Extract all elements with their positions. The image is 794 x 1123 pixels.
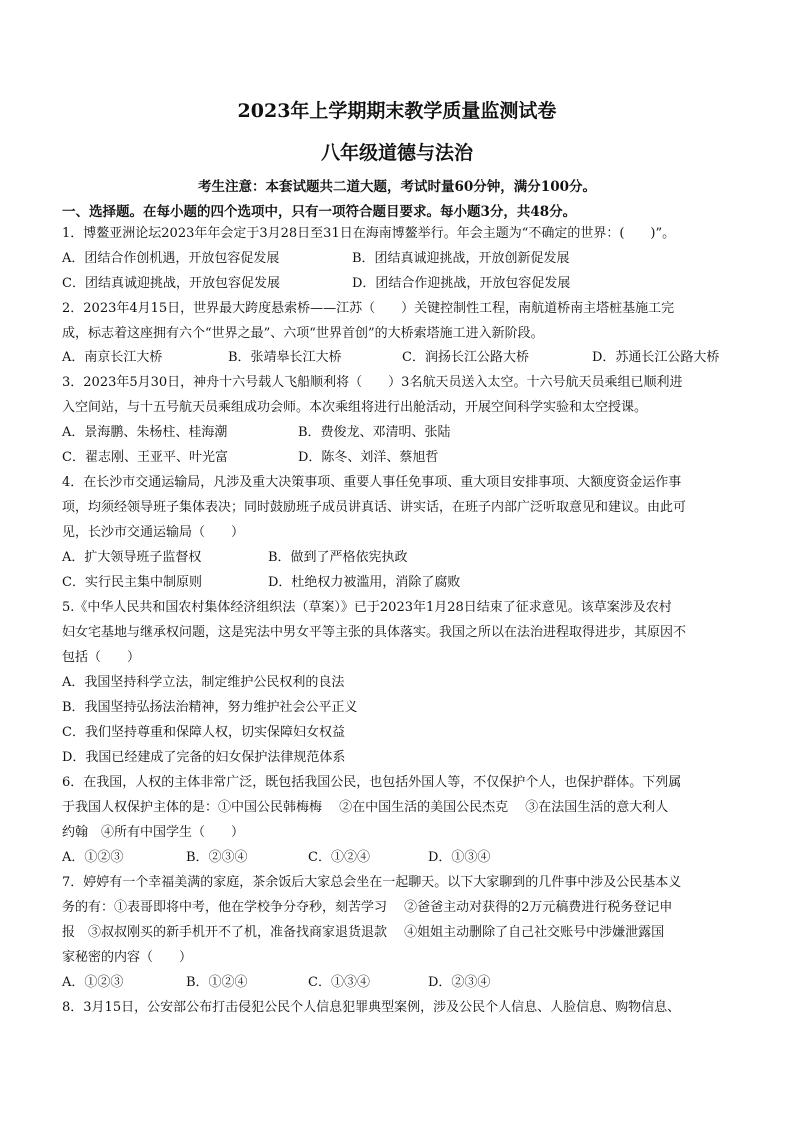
question-1-option-b: B．团结真诚迎挑战，开放创新促发展 [352,251,570,266]
question-4-stem: 见，长沙市交通运输局（ ） [62,525,245,540]
question-6-option-c: C．①②④ [308,850,370,865]
question-7-option-b: B．①②④ [186,975,248,990]
question-4-option-b: B．做到了严格依宪执政 [268,550,408,565]
question-7-stem: 务的有：①表哥即将中考，他在学校争分夺秒，刻苦学习 ②爸爸主动对获得的2万元稿费进行税务登记申 [62,900,673,915]
question-4-stem: 项，均须经领导班子集体表决；同时鼓励班子成员讲真话、讲实话，在班子内部广泛听取意见和建议。由此可 [62,500,687,515]
question-2-option-a: A．南京长江大桥 [62,350,163,365]
question-5-stem: 5.《中华人民共和国农村集体经济组织法（草案）》已于2023年1月28日结束了征求意见。该草案涉及农村 [62,600,672,615]
question-3-option-a: A．景海鹏、朱杨柱、桂海潮 [62,425,228,440]
question-6-stem: 于我国人权保护主体的是：①中国公民韩梅梅 ②在中国生活的美国公民杰克 ③在法国生活的意大利人 [62,800,669,815]
exam-subject: 八年级道德与法治 [320,142,473,164]
question-1-option-c: C．团结真诚迎挑战，开放包容促发展 [62,276,280,291]
question-7-stem: 报 ③叔叔刚买的新手机开不了机，准备找商家退货退款 ④姐姐主动删除了自己社交账号中涉嫌泄露国 [62,925,665,940]
question-1-stem: 1．博鳌亚洲论坛2023年年会定于3月28日至31日在海南博鳌举行。年会主题为“不确定的世界：( )”。 [62,226,676,241]
question-2-stem: 成，标志着这座拥有六个“世界之最”、六项“世界首创”的大桥索塔施工进入新阶段。 [62,326,544,341]
question-6-stem: 6．在我国，人权的主体非常广泛，既包括我国公民，也包括外国人等，不仅保护个人，也保护群体。下列属 [62,775,682,790]
question-3-option-b: B．费俊龙、邓清明、张陆 [298,425,451,440]
exam-notice: 考生注意：本套试题共二道大题，考试时量60分钟，满分100分。 [198,179,596,195]
question-5-option-b: B．我国坚持弘扬法治精神，努力维护社会公平正义 [62,700,358,715]
question-5-stem: 妇女宅基地与继承权问题，这是宪法中男女平等主张的具体落实。我国之所以在法治进程取得进步，其原因不 [62,625,687,640]
question-4-option-a: A．扩大领导班子监督权 [62,550,202,565]
question-3-option-c: C．翟志刚、王亚平、叶光富 [62,450,228,465]
question-4-option-d: D．杜绝权力被滥用，消除了腐败 [268,575,461,590]
question-5-stem: 包括（ ） [62,650,141,665]
question-6-option-a: A．①②③ [62,850,124,865]
question-7-stem: 7．婷婷有一个幸福美满的家庭，茶余饭后大家总会坐在一起聊天。以下大家聊到的几件事中涉及公民基本义 [62,875,682,890]
question-2-option-c: C．润扬长江公路大桥 [402,350,529,365]
question-3-option-d: D．陈冬、刘洋、蔡旭哲 [298,450,439,465]
question-1-option-d: D．团结合作迎挑战，开放包容促发展 [352,276,571,291]
exam-title: 2023年上学期期末教学质量监测试卷 [237,100,557,122]
question-4-option-c: C．实行民主集中制原则 [62,575,202,590]
question-4-stem: 4．在长沙市交通运输局，凡涉及重大决策事项、重要人事任免事项、重大项目安排事项、大额度资金运作事 [62,475,682,490]
question-6-option-b: B．②③④ [186,850,248,865]
question-8-stem: 8．3月15日，公安部公布打击侵犯公民个人信息犯罪典型案例，涉及公民个人信息、人脸信息、购物信息、 [62,1000,681,1015]
question-6-stem: 约翰 ④所有中国学生（ ） [62,825,245,840]
question-7-stem: 家秘密的内容（ ） [62,950,193,965]
question-2-stem: 2．2023年4月15日，世界最大跨度悬索桥——江苏（ ）关键控制性工程，南航道桥南主塔桩基施工完 [62,301,675,316]
question-5-option-d: D．我国已经建成了完备的妇女保护法律规范体系 [62,750,346,765]
question-5-option-c: C．我们坚持尊重和保障人权，切实保障妇女权益 [62,725,345,740]
question-7-option-d: D．②③④ [428,975,491,990]
question-1-option-a: A．团结合作创机遇，开放包容促发展 [62,251,280,266]
section-heading: 一、选择题。在每小题的四个选项中，只有一项符合题目要求。每小题3分，共48分。 [62,204,577,220]
question-2-option-b: B．张靖皋长江大桥 [228,350,342,365]
question-2-option-d: D．苏通长江公路大桥 [592,350,720,365]
question-7-option-a: A．①②③ [62,975,124,990]
question-5-option-a: A．我国坚持科学立法，制定维护公民权利的良法 [62,675,345,690]
question-3-stem: 入空间站，与十五号航天员乘组成功会师。本次乘组将进行出舱活动，开展空间科学实验和太空授课。 [62,400,648,415]
question-6-option-d: D．①③④ [428,850,491,865]
question-3-stem: 3．2023年5月30日，神舟十六号载人飞船顺利将（ ）3名航天员送入太空。十六号航天员乘组已顺利进 [62,375,683,390]
question-7-option-c: C．①③④ [308,975,370,990]
